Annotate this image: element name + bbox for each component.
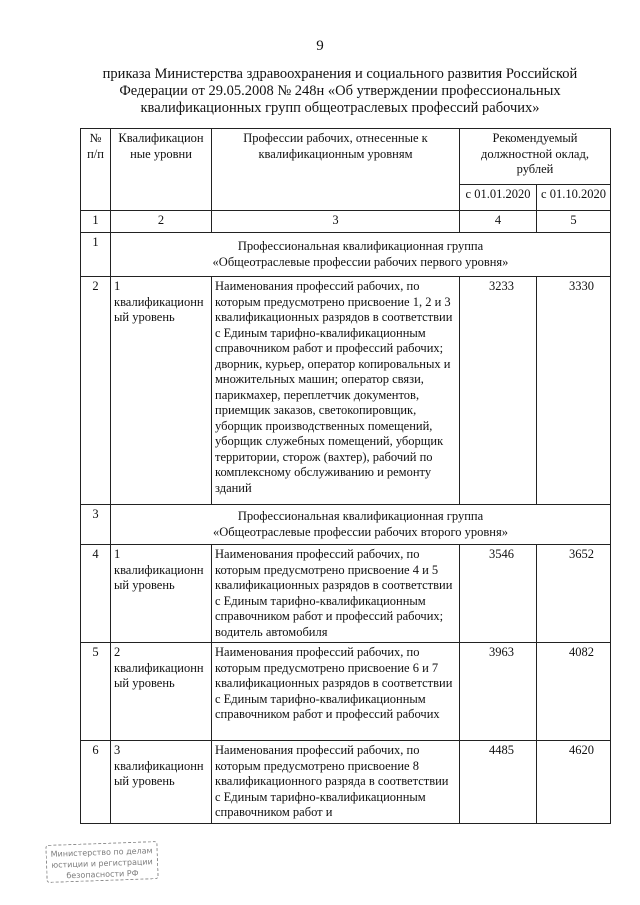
salary-2020-01: 3546 [460,545,537,643]
profession-text: Наименования профессий рабочих, по которым предусмотрено присвоение 1, 2 и 3 квалификационных разрядов в соответствии с Единым тарифно-квалификационным справочником работ и профессий рабочих; дворник, курьер, оператор копировальных и множительных машин; оператор связи, парикмахер, переплетчик документов, приемщик заказов, светокопировщик, уборщик производственных помещений, уборщик служебных помещений, уборщик территории, сторож (вахтер), рабочий по комплексному обслуживанию и ремонту зданий [212,277,460,505]
document-header [80,66,600,117]
group-title-line: Профессиональная квалификационная группа [237,239,484,253]
header-profession: Профессии рабочих, отнесенные к квалификационным уровням [212,129,460,211]
table-row [81,545,611,643]
header-salary: Рекомендуемый должностной оклад, рублей [460,129,611,185]
qualification-table [80,128,611,824]
row-number: 1 [81,233,111,277]
col-number: 5 [537,211,611,233]
row-number: 6 [81,741,111,824]
page-number: 9 [316,38,324,54]
qualification-level: 3 квалификационн ый уровень [111,741,212,824]
header-line-1: приказа Министерства здравоохранения и социального развития Российской [102,66,578,82]
group-title [111,505,611,545]
col-number: 2 [111,211,212,233]
salary-2020-10: 3652 [537,545,611,643]
salary-2020-10: 4620 [537,741,611,824]
salary-2020-10: 4082 [537,643,611,741]
qualification-level: 1 квалификационн ый уровень [111,545,212,643]
stamp-line: безопасности РФ [66,868,139,881]
header-level: Квалификацион ные уровни [111,129,212,211]
row-number: 3 [81,505,111,545]
header-line-3: квалификационных групп общеотраслевых профессий рабочих» [140,100,540,116]
group-title-line: «Общеотраслевые профессии рабочих первого уровня» [212,254,509,269]
stamp-line: Министерство по делам [50,846,153,859]
table-row [81,741,611,824]
salary-2020-10: 3330 [537,277,611,505]
row-number: 5 [81,643,111,741]
header-num: № п/п [81,129,111,211]
table-row [81,643,611,741]
row-number: 4 [81,545,111,643]
profession-text: Наименования профессий рабочих, по которым предусмотрено присвоение 6 и 7 квалификационных разрядов в соответствии с Единым тарифно-квалификационным справочником работ и профессий рабочих [212,643,460,741]
group-row [81,505,611,545]
group-row [81,233,611,277]
registration-stamp [45,841,158,883]
col-number: 1 [81,211,111,233]
header-line-2: Федерации от 29.05.2008 № 248н «Об утверждении профессиональных [119,83,561,99]
profession-text: Наименования профессий рабочих, по которым предусмотрено присвоение 4 и 5 квалификационных разрядов в соответствии с Единым тарифно-квалификационным справочником работ и профессий рабочих; водитель автомобиля [212,545,460,643]
qualification-level: 2 квалификационн ый уровень [111,643,212,741]
profession-text: Наименования профессий рабочих, по которым предусмотрено присвоение 8 квалификационного разряда в соответствии с Единым тарифно-квалификационным справочником работ и [212,741,460,824]
group-title [111,233,611,277]
salary-2020-01: 3963 [460,643,537,741]
stamp-line: юстиции и регистрации [51,857,153,870]
row-number: 2 [81,277,111,505]
col-number: 3 [212,211,460,233]
salary-2020-01: 3233 [460,277,537,505]
header-date-1: с 01.01.2020 [460,185,537,211]
table-header-row [81,129,611,185]
header-date-2: с 01.10.2020 [537,185,611,211]
table-row [81,277,611,505]
group-title-line: «Общеотраслевые профессии рабочих второго уровня» [213,524,508,539]
qualification-level: 1 квалификационн ый уровень [111,277,212,505]
col-number: 4 [460,211,537,233]
salary-2020-01: 4485 [460,741,537,824]
column-numbers-row [81,211,611,233]
group-title-line: Профессиональная квалификационная группа [237,509,484,523]
